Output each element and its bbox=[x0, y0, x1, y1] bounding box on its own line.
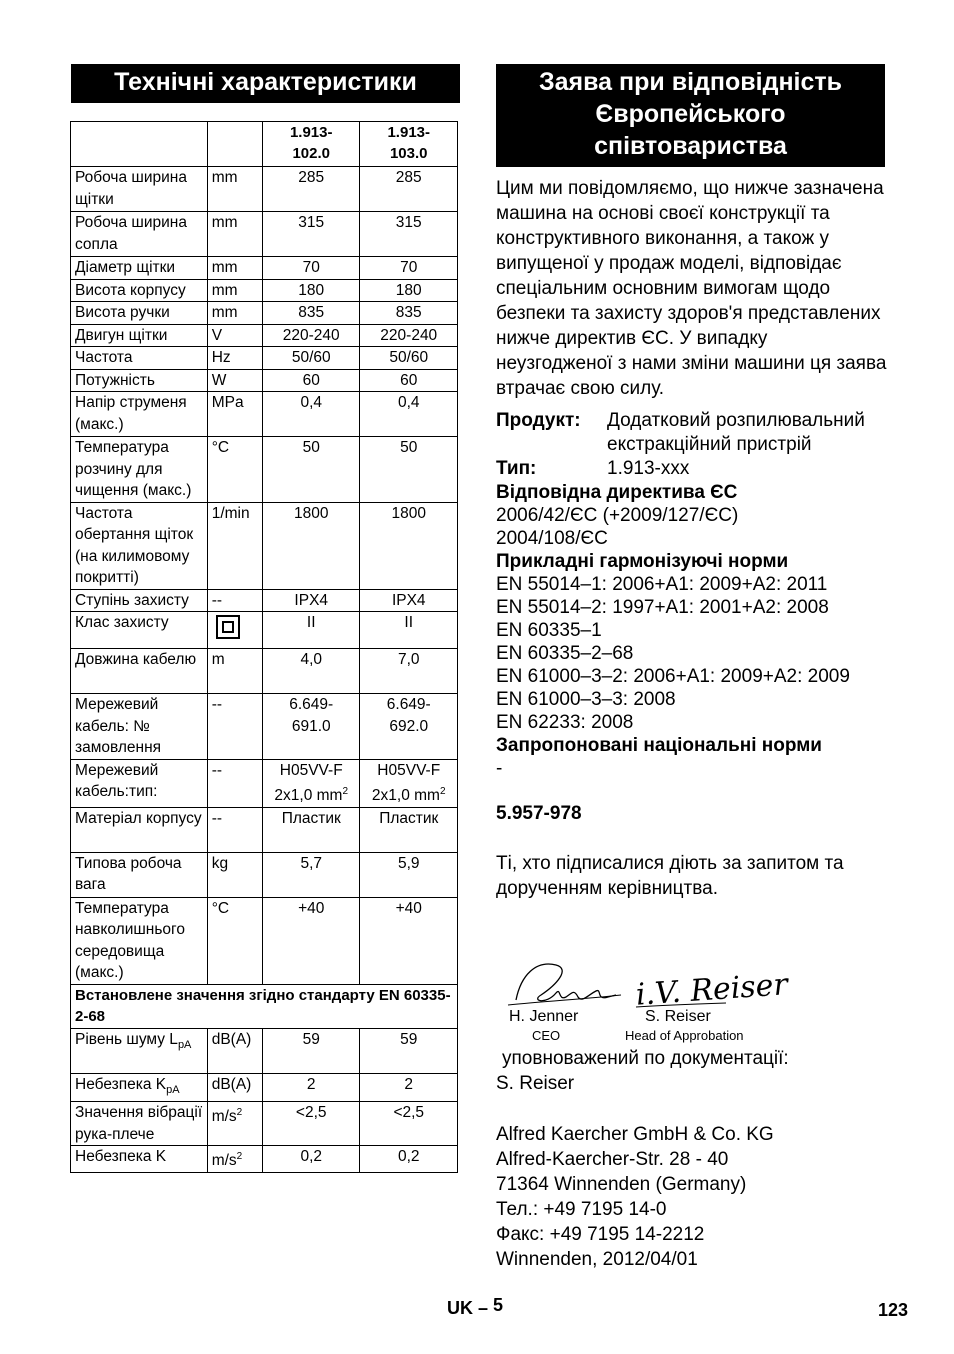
table-header-row bbox=[71, 122, 458, 167]
table-row: Клас захисту II II bbox=[71, 612, 458, 649]
norm-item: EN 61000–3–2: 2006+A1: 2009+A2: 2009 bbox=[496, 666, 850, 687]
table-row: Довжина кабелю m 4,0 7,0 bbox=[71, 649, 458, 694]
table-row: Значення вібрації рука-плече $m/s^2$ <2,5 <2,5 bbox=[71, 1102, 458, 1146]
table-row: Висота корпусу mm 180 180 bbox=[71, 279, 458, 302]
table-row: Температура розчину для чищення (макс.) °C 50 50 bbox=[71, 437, 458, 503]
product-row bbox=[496, 409, 888, 457]
norm-item: EN 60335–2–68 bbox=[496, 643, 634, 664]
norm-item: EN 60335–1 bbox=[496, 620, 602, 641]
directive-heading: Відповідна директива ЄС bbox=[496, 482, 738, 503]
table-row: Ступінь захисту -- IPX4 IPX4 bbox=[71, 589, 458, 612]
national-heading: Запропоновані національні норми bbox=[496, 735, 822, 756]
company-line: Alfred Kaercher GmbH & Co. KG bbox=[496, 1124, 774, 1145]
signer-jenner-role: CEO bbox=[532, 1028, 561, 1043]
norm-item: EN 61000–3–3: 2008 bbox=[496, 689, 676, 710]
declaration-title-line: співтовариства bbox=[594, 132, 787, 160]
authorized-name: S. Reiser bbox=[496, 1073, 575, 1094]
table-row: Висота ручки mm 835 835 bbox=[71, 302, 458, 325]
directive-item: 2006/42/ЄС (+2009/127/ЄС) bbox=[496, 505, 739, 526]
national-value: - bbox=[496, 758, 503, 779]
table-row: Діаметр щітки mm 70 70 bbox=[71, 257, 458, 280]
table-row: Частота Hz 50/60 50/60 bbox=[71, 347, 458, 370]
directive-item: 2004/108/ЄС bbox=[496, 528, 608, 549]
table-row: Небезпека K $m/s^2$ 0,2 0,2 bbox=[71, 1146, 458, 1173]
signer-jenner-name: H. Jenner bbox=[509, 1008, 579, 1025]
page-number: 123 bbox=[878, 1300, 909, 1320]
type-value: 1.913-xxx bbox=[607, 458, 690, 479]
signer-reiser-name: S. Reiser bbox=[645, 1008, 711, 1025]
signatories-text: Ті, хто підписалися діють за запитом та дорученням керівництва. bbox=[496, 853, 844, 899]
table-row: Потужність W 60 60 bbox=[71, 369, 458, 392]
signer-reiser-role: Head of Approbation bbox=[625, 1028, 744, 1043]
table-row: Типова робоча вага kg 5,7 5,9 bbox=[71, 852, 458, 897]
doc-number: 5.957-978 bbox=[496, 803, 582, 824]
company-line: Тел.: +49 7195 14-0 bbox=[496, 1199, 667, 1220]
company-line: Winnenden, 2012/04/01 bbox=[496, 1249, 698, 1270]
type-label: Тип: bbox=[496, 458, 537, 479]
signature-reiser-handwritten: i.V. Reiser bbox=[634, 967, 789, 1013]
declaration-intro: Цим ми повідомляємо, що нижче зазначена машина на основі своєї конструкції та конструктивного виконання, а також у випущеної у продаж моделі, відповідає спеціальним основним вимогам щодо безпеки та захисту здоров'я представлених нижче директив ЄС. У випадку неузгодженої з нами зміни машини ця заява втрачає свою силу. bbox=[496, 178, 887, 399]
tech-specs-title: Технічні характеристики bbox=[71, 64, 460, 103]
table-row: Рівень шуму $L_{pA}$ dB(A) 59 59 bbox=[71, 1028, 458, 1073]
norm-item: EN 55014–1: 2006+A1: 2009+A2: 2011 bbox=[496, 574, 828, 595]
product-value: Додатковий розпилювальний екстракційний пристрій bbox=[607, 410, 865, 455]
table-row: Частота обертання щіток (на килимовому покритті) 1/min 1800 1800 bbox=[71, 502, 458, 589]
tech-specs-table bbox=[70, 121, 458, 1173]
type-row bbox=[496, 457, 888, 481]
norm-item: EN 62233: 2008 bbox=[496, 712, 634, 733]
declaration-body bbox=[496, 176, 888, 901]
table-row: Температура навколишнього середовища (макс.) °C +40 +40 bbox=[71, 897, 458, 984]
table-row: Напір струменя (макс.) MPa 0,4 0,4 bbox=[71, 392, 458, 437]
protection-class-ii-icon bbox=[216, 615, 240, 639]
table-row: Робоча ширина щітки mm 285 285 bbox=[71, 167, 458, 212]
table-row: Матеріал корпусу -- Пластик Пластик bbox=[71, 807, 458, 852]
declaration-title bbox=[496, 64, 885, 167]
signature-block bbox=[496, 955, 796, 1050]
authorized-label: уповноважений по документації: bbox=[502, 1048, 789, 1069]
table-group-row: Встановлене значення згідно стандарту EN 60335-2-68 bbox=[71, 984, 458, 1028]
company-line: 71364 Winnenden (Germany) bbox=[496, 1174, 747, 1195]
table-row: Двигун щітки V 220-240 220-240 bbox=[71, 324, 458, 347]
table-row: Небезпека $K_{pA}$ dB(A) 2 2 bbox=[71, 1073, 458, 1102]
norms-heading: Прикладні гармонізуючі норми bbox=[496, 551, 789, 572]
table-row: Мережевий кабель:тип: -- H05VV-F 2x1,0 $mm^2$ H05VV-F 2x1,0 $mm^2$ bbox=[71, 759, 458, 807]
model-103-header: 1.913- 103.0 bbox=[360, 122, 458, 167]
declaration-title-line: Заява при відповідність bbox=[538, 68, 843, 96]
norm-item: EN 55014–2: 1997+A1: 2001+A2: 2008 bbox=[496, 597, 829, 618]
signatures-image bbox=[496, 955, 796, 1015]
declaration-title-line: Європейського bbox=[595, 100, 786, 128]
company-line: Alfred-Kaercher-Str. 28 - 40 bbox=[496, 1149, 729, 1170]
table-row: Мережевий кабель: № замовлення -- 6.649-691.0 6.649-692.0 bbox=[71, 694, 458, 760]
product-label: Продукт: bbox=[496, 410, 581, 431]
company-line: Факс: +49 7195 14-2212 bbox=[496, 1224, 705, 1245]
model-102-header: 1.913- 102.0 bbox=[262, 122, 360, 167]
table-row: Робоча ширина сопла mm 315 315 bbox=[71, 212, 458, 257]
section-footer: UK – 5 bbox=[447, 1295, 504, 1318]
company-block bbox=[496, 1046, 888, 1272]
